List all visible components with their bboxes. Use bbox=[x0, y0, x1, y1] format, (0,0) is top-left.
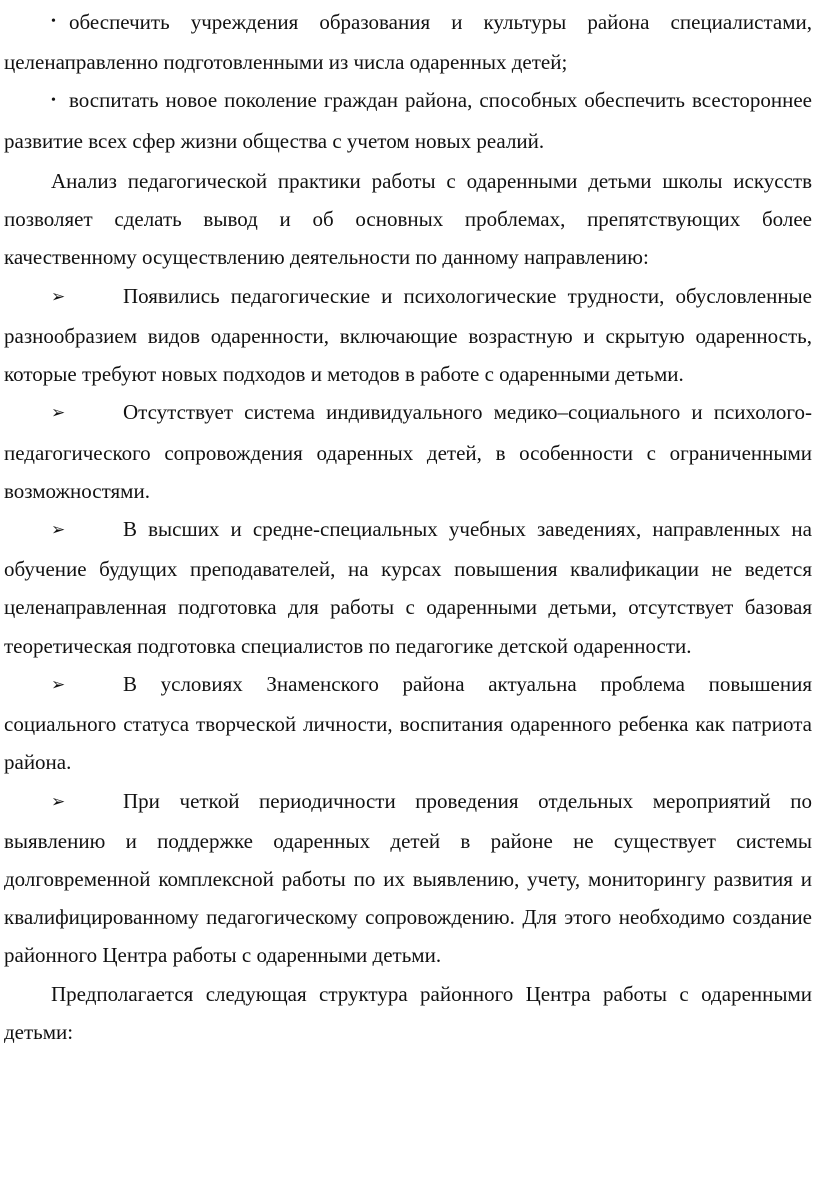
bullet-text: воспитать новое поколение граждан района, способных обеспечить всестороннее развитие всех сфер жизни общества с учетом новых реалий. bbox=[4, 88, 812, 153]
problem-item-3 bbox=[4, 510, 812, 665]
arrow-bullet-icon: ➢ bbox=[51, 286, 66, 307]
problem-text: При четкой периодичности проведения отдельных мероприятий по выявлению и поддержке одаренных детей в районе не существует системы долговременной комплексной работы по их выявлению, учету, мониторингу развития и квалифицированному педагогическому сопровождению. Для этого необходимо создание районного Центра работы с одаренными детьми. bbox=[4, 788, 812, 968]
problem-text: Отсутствует система индивидуального медико–социального и психолого-педагогического сопровождения одаренных детей, в особенности с ограниченными возможностями. bbox=[4, 400, 812, 503]
bullet-text: обеспечить учреждения образования и культуры района специалистами, целенаправленно подготовленными из числа одаренных детей; bbox=[4, 10, 812, 75]
bullet-item-2 bbox=[4, 81, 812, 159]
problem-text: В условиях Знаменского района актуальна проблема повышения социального статуса творческой личности, воспитания одаренного ребенка как патриота района. bbox=[4, 671, 812, 775]
problem-item-2 bbox=[4, 393, 812, 510]
bullet-icon: • bbox=[51, 14, 56, 30]
problem-item-1 bbox=[4, 277, 812, 394]
bullet-item-1 bbox=[4, 3, 812, 81]
analysis-paragraph: Анализ педагогической практики работы с одаренными детьми школы искусств позволяет сделать вывод и об основных проблемах, препятствующих более качественному осуществлению деятельности по данному направлению: bbox=[4, 168, 812, 270]
problem-text: В высших и средне-специальных учебных заведениях, направленных на обучение будущих преподавателей, на курсах повышения квалификации не ведется целенаправленная подготовка для работы с одаренными детьми, отсутствует базовая теоретическая подготовка специалистов по педагогике детской одаренности. bbox=[4, 516, 812, 658]
bullet-icon: • bbox=[51, 92, 56, 108]
problem-item-4 bbox=[4, 665, 812, 782]
arrow-bullet-icon: ➢ bbox=[51, 674, 66, 695]
arrow-bullet-icon: ➢ bbox=[51, 520, 66, 541]
problem-text: Появились педагогические и психологические трудности, обусловленные разнообразием видов одаренности, включающие возрастную и скрытую одаренность, которые требуют новых подходов и методов в работе с одаренными детьми. bbox=[4, 283, 812, 387]
arrow-bullet-icon: ➢ bbox=[51, 403, 66, 424]
problem-item-5 bbox=[4, 782, 812, 975]
closing-paragraph: Предполагается следующая структура районного Центра работы с одаренными детьми: bbox=[4, 981, 812, 1044]
arrow-bullet-icon: ➢ bbox=[51, 791, 66, 812]
